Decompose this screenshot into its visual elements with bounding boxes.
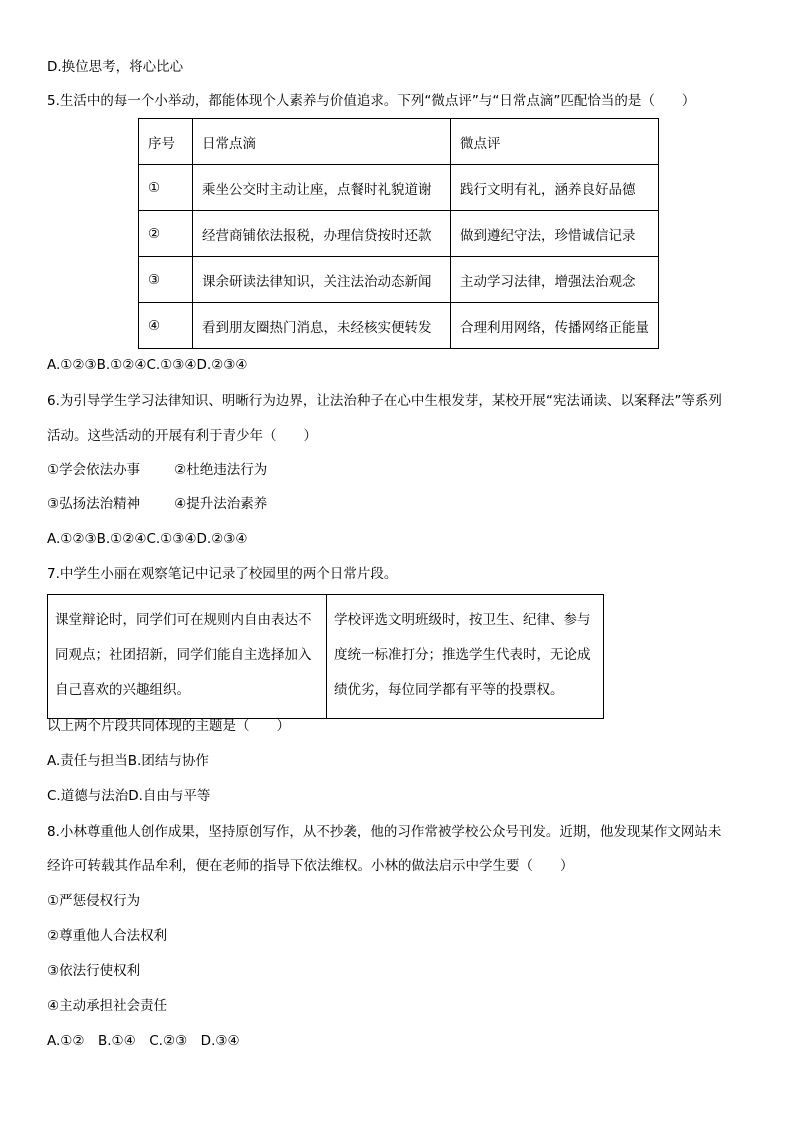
table-cell: ②	[139, 211, 193, 257]
q8-item-1: ①严惩侵权行为	[47, 893, 141, 909]
q7-left-box: 课堂辩论时，同学们可在规则内自由表达不同观点；社团招新，同学们能自主选择加入自己喜欢的兴趣组织。	[48, 595, 327, 719]
q6-item-1: ①学会依法办事	[47, 462, 141, 478]
q7-question: 以上两个片段共同体现的主题是（ ）	[47, 718, 290, 734]
table-row	[139, 165, 659, 211]
table-cell: 合理利用网络，传播网络正能量	[451, 303, 659, 349]
q6-stem-line2: 活动。这些活动的开展有利于青少年（ ）	[47, 428, 317, 444]
table-cell: 经营商铺依法报税，办理信贷按时还款	[193, 211, 451, 257]
table-cell: 主动学习法律，增强法治观念	[451, 257, 659, 303]
q7-options-line1: A.责任与担当B.团结与协作	[47, 753, 209, 769]
q5-stem: 5.生活中的每一个小举动，都能体现个人素养与价值追求。下列“微点评”与“日常点滴”匹配恰当的是（ ）	[47, 93, 696, 109]
table-header-cell: 日常点滴	[193, 119, 451, 165]
q7-right-box: 学校评选文明班级时，按卫生、纪律、参与度统一标准打分；推选学生代表时，无论成绩优劣，每位同学都有平等的投票权。	[327, 595, 604, 719]
table-cell: 课余研读法律知识，关注法治动态新闻	[193, 257, 451, 303]
q6-item-4: ④提升法治素养	[174, 496, 268, 512]
q6-item-2: ②杜绝违法行为	[174, 462, 268, 478]
q6-items-row1	[47, 460, 267, 480]
table-row	[48, 595, 604, 719]
table-cell: 践行文明有礼，涵养良好品德	[451, 165, 659, 211]
q8-stem-line1: 8.小林尊重他人创作成果，坚持原创写作，从不抄袭，他的习作常被学校公众号刊发。近期，他发现某作文网站未	[47, 824, 722, 840]
table-cell: 看到朋友圈热门消息，未经核实便转发	[193, 303, 451, 349]
table-header-cell: 微点评	[451, 119, 659, 165]
table-row	[139, 211, 659, 257]
q8-item-3: ③依法行使权利	[47, 963, 141, 979]
q8-options: A.①② B.①④ C.②③ D.③④	[47, 1033, 240, 1049]
q6-stem-line1: 6.为引导学生学习法律知识、明晰行为边界，让法治种子在心中生根发芽，某校开展“宪法诵读、以案释法”等系列	[47, 393, 722, 409]
table-cell: ④	[139, 303, 193, 349]
table-row	[139, 303, 659, 349]
q8-stem-line2: 经许可转载其作品牟利，便在老师的指导下依法维权。小林的做法启示中学生要（ ）	[47, 858, 574, 874]
q5-table	[138, 118, 659, 349]
table-cell: ③	[139, 257, 193, 303]
q7-options-line2: C.道德与法治D.自由与平等	[47, 788, 211, 804]
q8-item-2: ②尊重他人合法权利	[47, 928, 168, 944]
q5-options: A.①②③B.①②④C.①③④D.②③④	[47, 357, 248, 373]
q7-stem: 7.中学生小丽在观察笔记中记录了校园里的两个日常片段。	[47, 566, 398, 582]
table-header-row	[139, 119, 659, 165]
q6-options: A.①②③B.①②④C.①③④D.②③④	[47, 531, 248, 547]
q7-excerpt-table	[47, 594, 604, 719]
table-cell: 乘坐公交时主动让座，点餐时礼貌道谢	[193, 165, 451, 211]
table-header-cell: 序号	[139, 119, 193, 165]
table-cell: ①	[139, 165, 193, 211]
q6-item-3: ③弘扬法治精神	[47, 496, 141, 512]
q4-option-d: D.换位思考，将心比心	[47, 59, 184, 75]
table-cell: 做到遵纪守法，珍惜诚信记录	[451, 211, 659, 257]
q6-items-row2	[47, 494, 267, 514]
table-row	[139, 257, 659, 303]
q8-item-4: ④主动承担社会责任	[47, 998, 168, 1014]
